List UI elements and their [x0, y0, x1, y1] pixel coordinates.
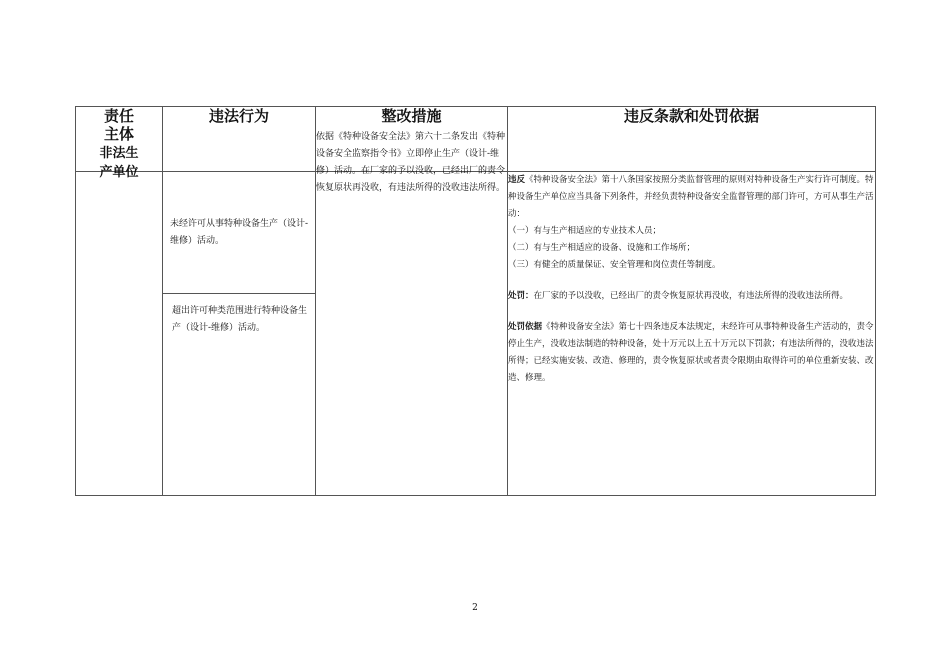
regulation-table	[75, 106, 876, 496]
subject-cell: 非法生产单位	[76, 172, 163, 496]
condition-item: （二）有与生产相适应的设备、设施和工作场所；	[508, 243, 696, 253]
condition-item: （一）有与生产相适应的专业技术人员；	[508, 226, 662, 236]
page-number: 2	[472, 603, 478, 613]
condition-item: （三）有健全的质量保证、安全管理和岗位责任等制度。	[508, 260, 721, 270]
basis-cell	[508, 172, 876, 496]
table-row	[76, 172, 876, 496]
header-violation: 违法行为	[163, 107, 316, 172]
violation-item: 未经许可从事特种设备生产（设计-维修）活动。	[163, 172, 315, 294]
handling-clause: 处罚：在厂家的予以没收，已经出厂的责令恢复原状再没收，有违法所得的没收违法所得。	[508, 291, 849, 301]
violation-clause: 违反《特种设备安全法》第十八条国家按照分类监督管理的原则对特种设备生产实行许可制度。特种设备生产单位应当具备下列条件，并经负责特种设备安全监督管理的部门许可，方可从事生产活动：	[508, 175, 874, 219]
header-basis: 违反条款和处罚依据	[508, 107, 876, 172]
penalty-clause: 处罚依据《特种设备安全法》第七十四条违反本法规定，未经许可从事特种设备生产活动的，责令停止生产，没收违法制造的特种设备，处十万元以上五十万元以下罚款；有违法所得的，没收违法所得；已经实施安装、改造、修理的，责令恢复原状或者责令限期由取得许可的单位重新安装、改造、修理。	[508, 322, 874, 383]
header-rectification: 整改措施	[316, 107, 508, 172]
violation-item: 超出许可种类范围进行特种设备生产（设计-维修）活动。	[172, 306, 308, 333]
header-subject: 责任主体	[76, 107, 163, 172]
violation-cell	[163, 172, 316, 496]
rectification-cell: 依据《特种设备安全法》第六十二条发出《特种设备安全监察指令书》立即停止生产（设计-维修）活动。在厂家的予以没收，已经出厂的责令恢复原状再没收，有违法所得的没收违法所得。	[316, 172, 508, 496]
